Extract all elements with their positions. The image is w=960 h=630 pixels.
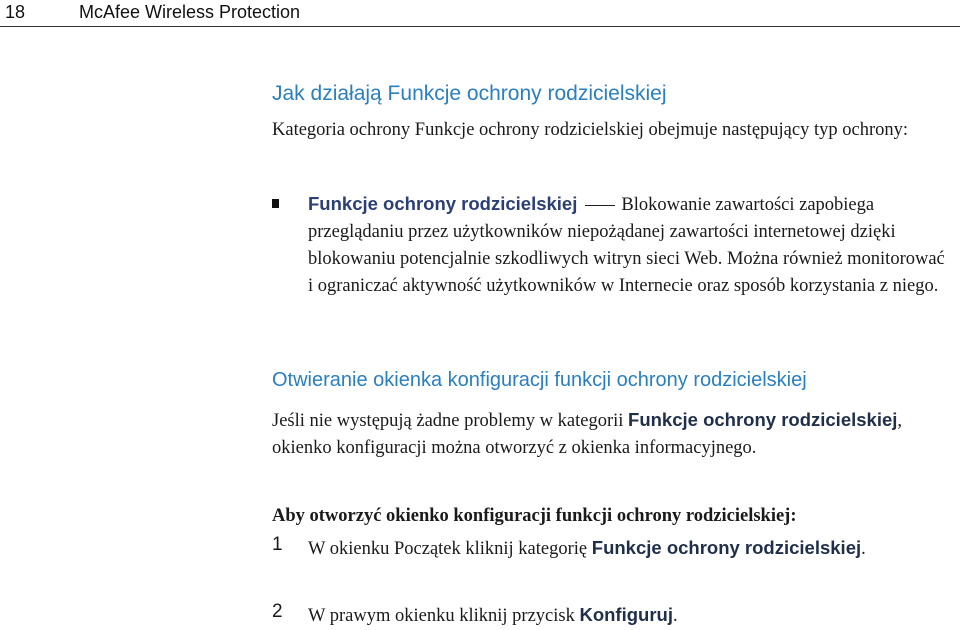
step-2-text: W prawym okienku kliknij przycisk	[308, 606, 580, 626]
procedure-title: Aby otworzyć okienko konfiguracji funkcji ochrony rodzicielskiej:	[272, 506, 797, 526]
step-number: 1	[272, 534, 283, 555]
step-1-text: W okienku Początek kliknij kategorię	[308, 539, 592, 559]
step-1-ui-term: Funkcje ochrony rodzicielskiej	[591, 537, 862, 558]
step-2-end: .	[672, 606, 678, 626]
step-2	[308, 601, 953, 630]
step-1	[308, 534, 953, 563]
open-paragraph-ui-term: Funkcje ochrony rodzicielskiej	[628, 409, 898, 430]
em-dash	[585, 205, 615, 206]
bullet-item	[308, 190, 953, 300]
open-paragraph	[272, 406, 952, 462]
header-rule	[0, 26, 960, 27]
section-heading: Jak działają Funkcje ochrony rodzicielskiej	[272, 82, 667, 105]
step-number: 2	[272, 601, 283, 622]
running-title: McAfee Wireless Protection	[79, 2, 301, 22]
bullet-description: Blokowanie zawartości zapobiega przeglądaniu przez użytkowników niepożądanej zawartości internetowej dzięki blokowaniu potencjalnie szkodliwych witryn sieci Web. Można również monitorować i ograniczać aktywność użytkowników w Internecie oraz sposób korzystania z niego.	[308, 195, 945, 296]
open-paragraph-text-2: , okienko konfiguracji można otworzyć z okienka informacyjnego.	[272, 411, 903, 458]
step-1-end: .	[861, 539, 866, 559]
bullet-term: Funkcje ochrony rodzicielskiej	[308, 193, 578, 214]
configure-button-label: Konfiguruj	[579, 604, 673, 625]
open-paragraph-text-1: Jeśli nie występują żadne problemy w kategorii	[272, 411, 629, 431]
bullet-square-icon	[272, 199, 279, 208]
page-header	[0, 0, 960, 27]
subsection-heading: Otwieranie okienka konfiguracji funkcji ochrony rodzicielskiej	[272, 369, 807, 391]
intro-paragraph: Kategoria ochrony Funkcje ochrony rodzicielskiej obejmuje następujący typ ochrony:	[272, 120, 909, 140]
page-number: 18	[5, 2, 26, 22]
